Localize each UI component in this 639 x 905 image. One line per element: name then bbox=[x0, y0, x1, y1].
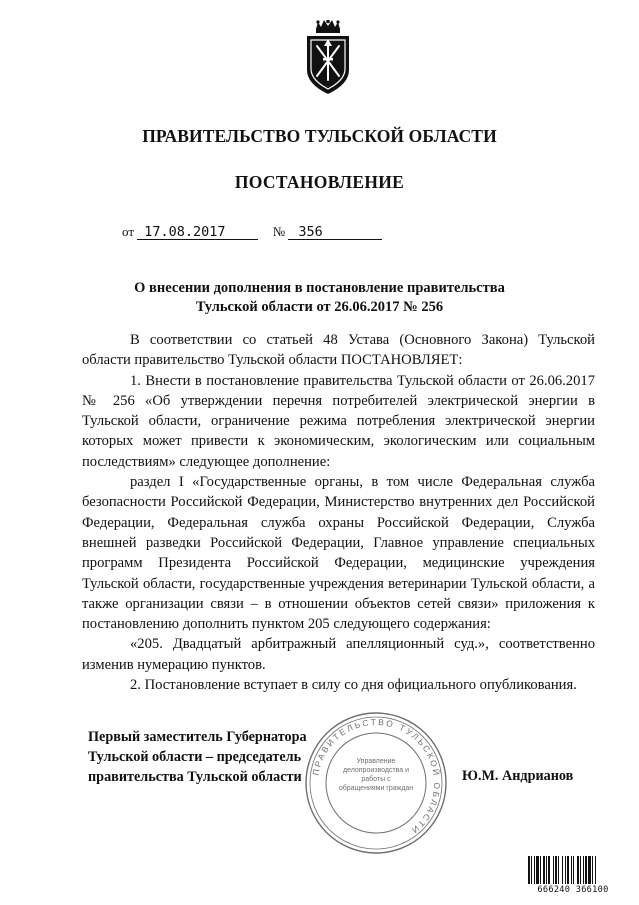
body-paragraph: 1. Внести в постановление правительства Тульской области от 26.06.2017 № 256 «Об утверждении перечня потребителей электрической энергии в Тульской области, ограничение режима потребления электрической энергии которых может привести к экономическим, экологическим или социальным последствиям» следующее дополнение: bbox=[82, 372, 595, 470]
barcode-bar bbox=[577, 856, 579, 884]
subject-line-1: О внесении дополнения в постановление правительства bbox=[134, 280, 505, 296]
barcode-bar bbox=[555, 856, 557, 884]
barcode-bar bbox=[536, 856, 539, 884]
barcode-bar bbox=[567, 856, 569, 884]
signer-position-line-1: Первый заместитель Губернатора bbox=[88, 729, 307, 745]
signer-name: Ю.М. Андрианов bbox=[462, 768, 574, 784]
barcode-bar bbox=[534, 856, 535, 884]
body-paragraph: 2. Постановление вступает в силу со дня официального опубликования. bbox=[130, 677, 577, 694]
seal-ring-text: ПРАВИТЕЛЬСТВО ТУЛЬСКОЙ ОБЛАСТИ bbox=[310, 716, 443, 837]
barcode-bar bbox=[548, 856, 550, 884]
barcode-bar bbox=[540, 856, 541, 884]
official-seal-stamp bbox=[302, 709, 450, 857]
barcode-bar bbox=[573, 856, 574, 884]
coat-of-arms-emblem bbox=[301, 20, 355, 96]
barcode-bar bbox=[565, 856, 566, 884]
barcode-bar bbox=[580, 856, 581, 884]
barcode-bar bbox=[558, 856, 559, 884]
barcode-bar bbox=[588, 856, 591, 884]
barcode-bar bbox=[528, 856, 530, 884]
seal-inner-text: Управление делопроизводства и работы с обращениями граждан bbox=[338, 758, 414, 792]
barcode-bar bbox=[595, 856, 596, 884]
number-label: № bbox=[272, 224, 286, 239]
barcode-digits: 666240 366100 bbox=[537, 885, 609, 895]
barcode-bar bbox=[543, 856, 545, 884]
body-paragraph: В соответствии со статьей 48 Устава (Основного Закона) Тульской области правительство Тульской области ПОСТАНОВЛЯЕТ: bbox=[82, 332, 595, 369]
signer-position bbox=[88, 727, 307, 787]
registration-line bbox=[122, 224, 382, 240]
barcode-bar bbox=[553, 856, 554, 884]
signer-position-line-3: правительства Тульской области bbox=[88, 769, 302, 785]
document-barcode bbox=[527, 856, 619, 888]
registration-number: 356 bbox=[288, 225, 382, 240]
subject-line-2: Тульской области от 26.06.2017 № 256 bbox=[195, 299, 444, 315]
barcode-bar bbox=[571, 856, 572, 884]
barcode-bar bbox=[531, 856, 532, 884]
body-paragraph: раздел I «Государственные органы, в том числе Федеральная служба безопасности Российской Федерации, Министерство внутренних дел Российской Федерации, Федеральная служба охраны Российской Федерации, Служба внешней разведки Российской Федерации, Главное управление специальных программ Президента Российской Федерации, медицинские учреждения Тульской области, государственные учреждения ветеринарии Тульской области, а также организации связи – в отношении объектов сетей связи» приложения к постановлению дополнить пунктом 205 следующего содержания: bbox=[82, 474, 595, 633]
document-body bbox=[82, 330, 595, 695]
barcode-bar bbox=[583, 856, 584, 884]
date-label: от bbox=[122, 224, 135, 239]
barcode-bar bbox=[585, 856, 587, 884]
barcode-bar bbox=[592, 856, 593, 884]
document-type: ПОСТАНОВЛЕНИЕ bbox=[234, 172, 405, 192]
barcode-bar bbox=[562, 856, 563, 884]
body-paragraph: «205. Двадцатый арбитражный апелляционный суд.», соответственно изменив нумерацию пунктов. bbox=[82, 636, 595, 673]
government-title: ПРАВИТЕЛЬСТВО ТУЛЬСКОЙ ОБЛАСТИ bbox=[142, 126, 497, 146]
registration-date: 17.08.2017 bbox=[137, 225, 258, 240]
document-subject bbox=[0, 279, 639, 317]
barcode-bar bbox=[546, 856, 547, 884]
signer-position-line-2: Тульской области – председатель bbox=[88, 749, 302, 765]
